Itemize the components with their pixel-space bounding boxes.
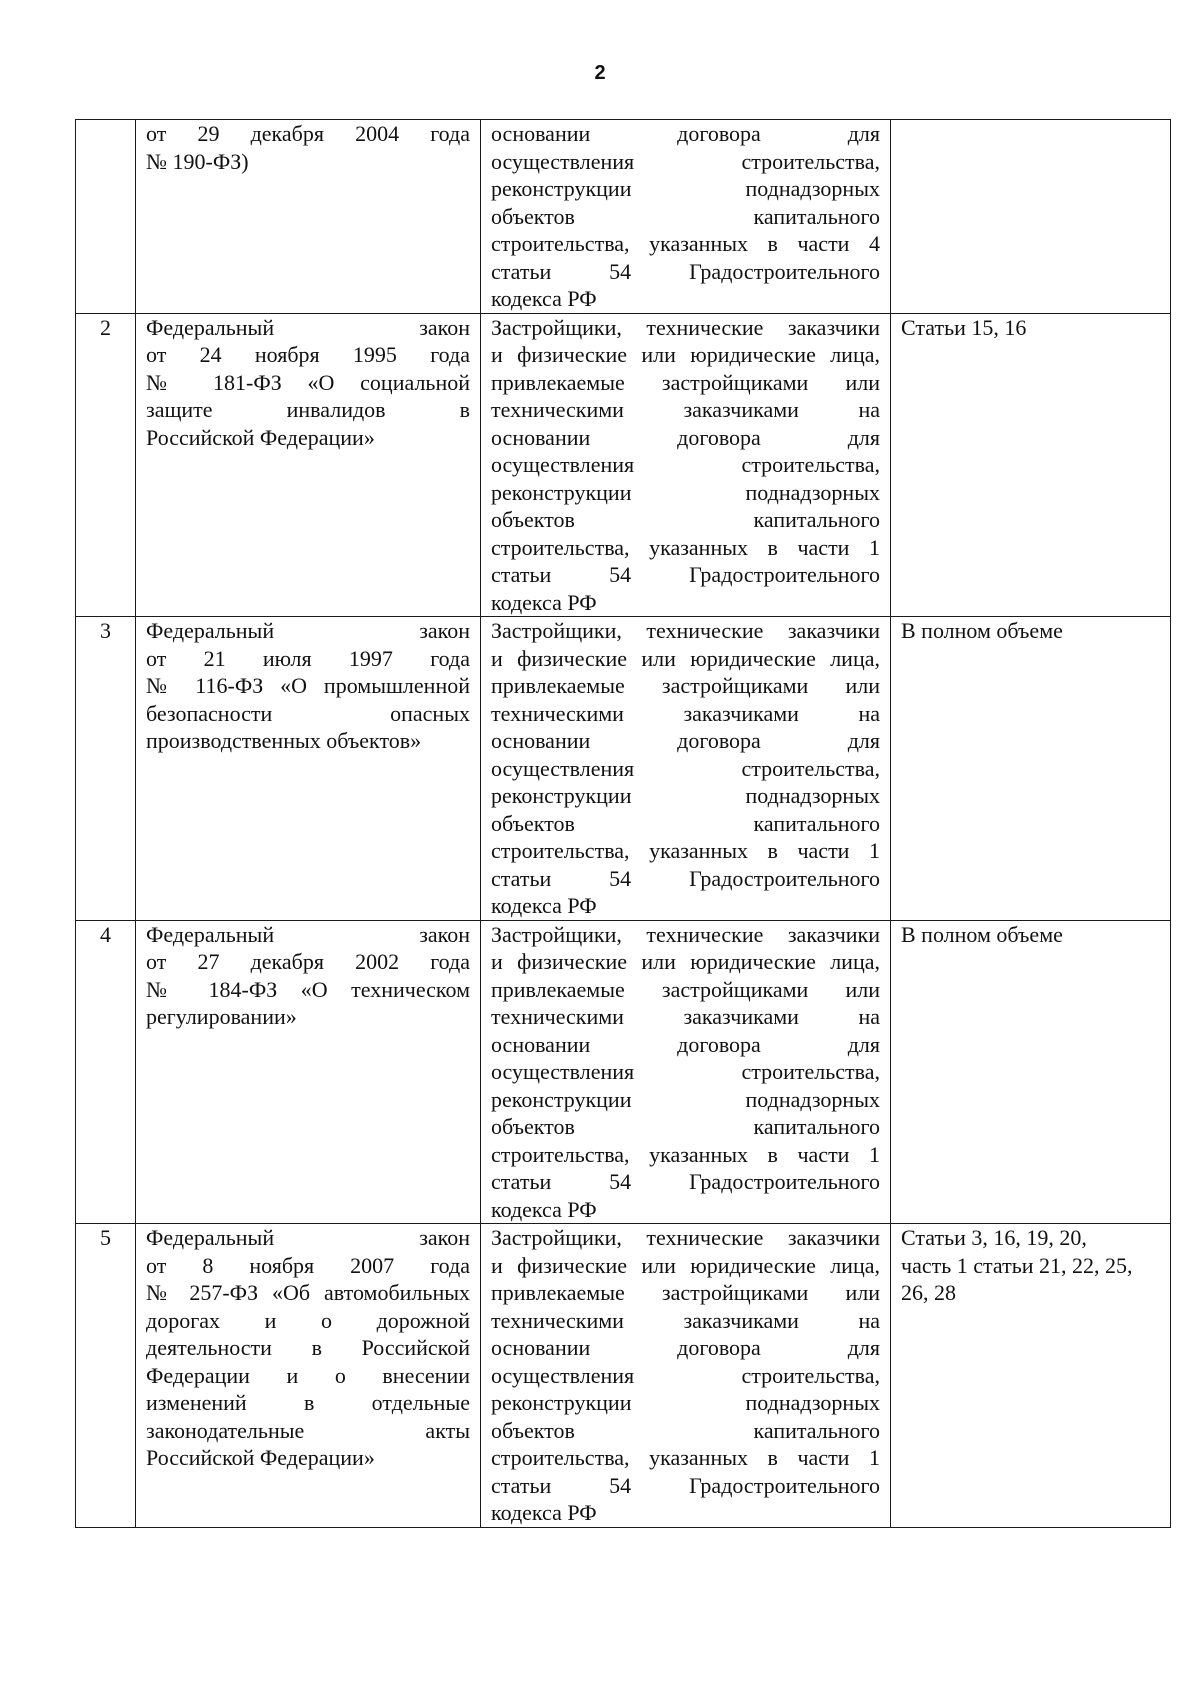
table-row (76, 313, 1171, 617)
law-name-cell (136, 1224, 481, 1528)
regulations-table (75, 119, 1171, 1528)
articles-cell (891, 120, 1171, 314)
subjects-cell-line: привлекаемые застройщиками или (491, 673, 880, 698)
subjects-cell-line: объектов капитального (491, 810, 880, 836)
subjects-cell-line: осуществления строительства, (491, 1362, 880, 1388)
articles-cell-line: 26, 28 (901, 1280, 956, 1305)
law-name-cell-line: № 257-ФЗ «Об автомобильных (146, 1280, 470, 1305)
page-number: 2 (594, 62, 606, 84)
law-name-cell-line: от 21 июля 1997 года (146, 645, 470, 671)
subjects-cell-line: привлекаемые застройщиками или (491, 369, 880, 395)
subjects-cell-line: осуществления строительства, (491, 1059, 880, 1084)
law-name-cell (136, 120, 481, 314)
articles-cell-line: Статьи 15, 16 (901, 314, 1027, 340)
subjects-cell-line: и физические или юридические лица, (491, 645, 880, 671)
law-name-cell-line: дорогах и о дорожной (146, 1307, 470, 1333)
subjects-cell (481, 920, 891, 1224)
law-name-cell-line: Российской Федерации» (146, 1445, 375, 1470)
subjects-cell-line: осуществления строительства, (491, 452, 880, 477)
table-row (76, 120, 1171, 314)
subjects-cell-line: статьи 54 Градостроительного (491, 562, 880, 587)
subjects-cell-line: кодекса РФ (491, 589, 597, 615)
subjects-cell-line: основании договора для (491, 424, 880, 450)
law-name-cell-line: № 116-ФЗ «О промышленной (146, 673, 470, 698)
subjects-cell-line: объектов капитального (491, 1417, 880, 1443)
subjects-cell (481, 120, 891, 314)
regulations-table-body (76, 120, 1171, 1528)
articles-cell-line: Статьи 3, 16, 19, 20, (901, 1225, 1087, 1250)
subjects-cell-line: объектов капитального (491, 507, 880, 532)
subjects-cell-line: реконструкции поднадзорных (491, 176, 880, 201)
law-name-cell-line: № 190-ФЗ) (146, 148, 249, 174)
subjects-cell-line: статьи 54 Градостроительного (491, 865, 880, 891)
subjects-cell (481, 1224, 891, 1528)
subjects-cell-line: кодекса РФ (491, 1196, 597, 1222)
articles-cell-line: В полном объеме (901, 921, 1063, 947)
law-name-cell-line: Российской Федерации» (146, 424, 375, 450)
subjects-cell-line: привлекаемые застройщиками или (491, 1280, 880, 1305)
law-name-cell-line: изменений в отдельные (146, 1390, 470, 1415)
row-number (76, 120, 136, 314)
subjects-cell (481, 617, 891, 921)
articles-cell (891, 617, 1171, 921)
subjects-cell-line: реконструкции поднадзорных (491, 1390, 880, 1415)
law-name-cell-line: законодательные акты (146, 1417, 470, 1443)
law-name-cell-line: от 8 ноября 2007 года (146, 1252, 470, 1278)
subjects-cell-line: техническими заказчиками на (491, 700, 880, 726)
subjects-cell-line: Застройщики, технические заказчики (491, 1225, 880, 1250)
articles-cell (891, 313, 1171, 617)
law-name-cell (136, 617, 481, 921)
law-name-cell-line: от 27 декабря 2002 года (146, 949, 470, 974)
articles-cell (891, 920, 1171, 1224)
subjects-cell-line: строительства, указанных в части 1 (491, 1445, 880, 1470)
subjects-cell-line: основании договора для (491, 728, 880, 753)
law-name-cell-line: Федеральный закон (146, 314, 470, 340)
subjects-cell-line: Застройщики, технические заказчики (491, 314, 880, 340)
law-name-cell-line: Федеральный закон (146, 618, 470, 643)
subjects-cell-line: строительства, указанных в части 1 (491, 838, 880, 863)
subjects-cell-line: и физические или юридические лица, (491, 342, 880, 367)
law-name-cell (136, 920, 481, 1224)
subjects-cell-line: кодекса РФ (491, 1500, 597, 1525)
subjects-cell-line: осуществления строительства, (491, 755, 880, 781)
subjects-cell-line: объектов капитального (491, 203, 880, 229)
law-name-cell-line: Федеральный закон (146, 921, 470, 947)
law-name-cell-line: № 184-ФЗ «О техническом (146, 976, 470, 1002)
law-name-cell-line: от 24 ноября 1995 года (146, 342, 470, 367)
law-name-cell-line: № 181-ФЗ «О социальной (146, 369, 470, 395)
subjects-cell-line: и физические или юридические лица, (491, 1252, 880, 1278)
subjects-cell-line: строительства, указанных в части 1 (491, 1141, 880, 1167)
articles-cell-line: часть 1 статьи 21, 22, 25, (901, 1252, 1133, 1278)
law-name-cell-line: защите инвалидов в (146, 397, 470, 422)
subjects-cell-line: реконструкции поднадзорных (491, 479, 880, 505)
subjects-cell-line: и физические или юридические лица, (491, 949, 880, 974)
subjects-cell-line: Застройщики, технические заказчики (491, 921, 880, 947)
subjects-cell-line: привлекаемые застройщиками или (491, 976, 880, 1002)
row-number: 3 (76, 617, 136, 921)
subjects-cell-line: реконструкции поднадзорных (491, 1086, 880, 1112)
subjects-cell-line: кодекса РФ (491, 893, 597, 918)
subjects-cell-line: объектов капитального (491, 1114, 880, 1139)
subjects-cell-line: осуществления строительства, (491, 148, 880, 174)
law-name-cell-line: деятельности в Российской (146, 1335, 470, 1360)
subjects-cell-line: основании договора для (491, 121, 880, 146)
law-name-cell-line: регулировании» (146, 1004, 297, 1029)
law-name-cell-line: Федерации и о внесении (146, 1362, 470, 1388)
subjects-cell-line: основании договора для (491, 1031, 880, 1057)
law-name-cell-line: производственных объектов» (146, 728, 422, 753)
subjects-cell-line: строительства, указанных в части 1 (491, 534, 880, 560)
law-name-cell-line: безопасности опасных (146, 700, 470, 726)
subjects-cell-line: статьи 54 Градостроительного (491, 1472, 880, 1498)
subjects-cell-line: техническими заказчиками на (491, 1004, 880, 1029)
subjects-cell-line: статьи 54 Градостроительного (491, 258, 880, 284)
subjects-cell (481, 313, 891, 617)
law-name-cell-line: Федеральный закон (146, 1225, 470, 1250)
subjects-cell-line: техническими заказчиками на (491, 397, 880, 422)
subjects-cell-line: статьи 54 Градостроительного (491, 1169, 880, 1194)
row-number: 5 (76, 1224, 136, 1528)
table-row (76, 617, 1171, 921)
articles-cell-line: В полном объеме (901, 618, 1063, 643)
subjects-cell-line: Застройщики, технические заказчики (491, 618, 880, 643)
row-number: 4 (76, 920, 136, 1224)
table-row (76, 1224, 1171, 1528)
table-row (76, 920, 1171, 1224)
subjects-cell-line: кодекса РФ (491, 286, 597, 311)
subjects-cell-line: основании договора для (491, 1335, 880, 1360)
row-number: 2 (76, 313, 136, 617)
articles-cell (891, 1224, 1171, 1528)
law-name-cell-line: от 29 декабря 2004 года (146, 121, 470, 146)
subjects-cell-line: строительства, указанных в части 4 (491, 231, 880, 256)
subjects-cell-line: реконструкции поднадзорных (491, 783, 880, 808)
subjects-cell-line: техническими заказчиками на (491, 1307, 880, 1333)
law-name-cell (136, 313, 481, 617)
